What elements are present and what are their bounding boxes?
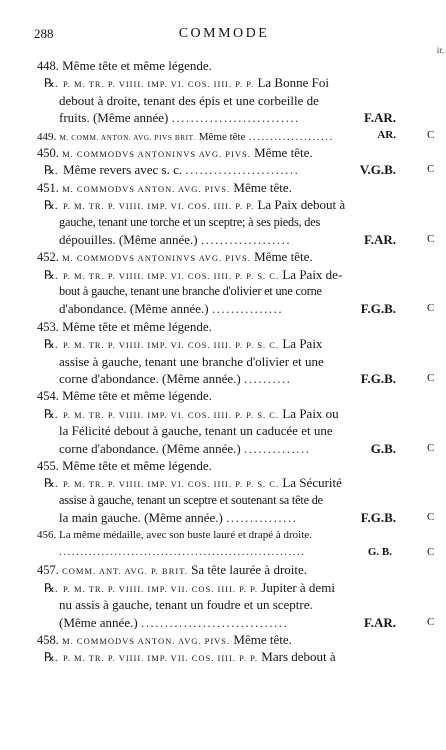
- description-line: [0, 544, 446, 561]
- entry-number: 448.: [37, 59, 59, 73]
- coin-legend: P. M. TR. P. VIIII. IMP. VI. COS. IIII. P. P. S. C.: [63, 340, 280, 351]
- entry-text: Même tête et même légende.: [62, 318, 212, 334]
- entry-number: 454.: [37, 389, 59, 404]
- rarity-mark: C: [427, 232, 435, 245]
- running-title: COMMODE: [178, 26, 270, 41]
- metal-size: AR.: [377, 128, 396, 141]
- entry-heading: [0, 57, 446, 74]
- rarity-mark: C: [427, 615, 435, 628]
- reverse-symbol: ℞.: [44, 650, 58, 665]
- description-line: [0, 492, 446, 509]
- reverse-line: [0, 335, 446, 352]
- entry-heading: [0, 561, 446, 578]
- reverse-symbol: ℞.: [44, 163, 58, 178]
- reverse-line: [0, 648, 446, 665]
- reverse-symbol: ℞.: [44, 337, 58, 352]
- coin-legend: M. COMMODVS ANTON. AVG. PIVS.: [62, 183, 231, 194]
- description-line: [0, 440, 446, 457]
- entry-heading: [0, 127, 446, 144]
- coin-legend: P. M. TR. P. VIIII. IMP. VI. COS. IIII. P. P. S. C.: [63, 270, 280, 281]
- catalogue-entry-458: [0, 631, 446, 666]
- leader-dots: ........................: [185, 162, 300, 178]
- entry-heading: [0, 527, 446, 544]
- entry-number: 450.: [37, 145, 59, 160]
- reverse-symbol: ℞.: [44, 267, 58, 282]
- description-line: [0, 353, 446, 370]
- metal-size: F.AR.: [363, 110, 396, 126]
- description-line: [0, 509, 446, 526]
- entry-number: 457.: [37, 563, 59, 578]
- reverse-symbol: ℞.: [44, 76, 58, 91]
- entry-text: Même tête.: [254, 144, 313, 160]
- entry-text: Sa tête laurée à droite.: [191, 562, 308, 578]
- leader-dots: ...............: [226, 510, 298, 526]
- entry-text: corne d'abondance. (Même année.): [59, 371, 241, 387]
- entry-text: Mars debout à: [261, 649, 336, 665]
- description-line: [0, 370, 446, 387]
- coin-legend: P. M. TR. P. VIIII. IMP. VI. COS. IIII. P. P. S. C.: [63, 409, 280, 420]
- leader-dots: ...........................: [171, 110, 300, 126]
- entry-text: La Paix: [282, 336, 323, 352]
- entry-text: corne d'abondance. (Même année.): [59, 440, 241, 456]
- catalogue-entry-452: [0, 248, 446, 318]
- metal-size: F.G.B.: [360, 371, 396, 387]
- entry-heading: [0, 179, 446, 196]
- entry-text: debout à droite, tenant des épis et une corbeille de: [59, 92, 319, 108]
- reverse-line: [0, 579, 446, 596]
- entry-text: la Félicité debout à gauche, tenant un caducée et une: [59, 423, 333, 439]
- catalogue-entry-451: [0, 179, 446, 249]
- entry-text: (Même année.): [59, 614, 138, 630]
- metal-size: F.AR.: [363, 614, 396, 630]
- entry-heading: [0, 248, 446, 265]
- coin-legend: P. M. TR. P. VIIII. IMP. VI. COS. IIII. P. P.: [63, 79, 255, 90]
- reverse-line: [0, 266, 446, 283]
- rarity-mark: C: [427, 545, 435, 558]
- leader-dots: ...................: [200, 231, 292, 247]
- metal-size: F.G.B.: [360, 301, 396, 317]
- entry-text: dépouilles. (Même année.): [59, 231, 198, 247]
- entry-text: La Bonne Foi: [257, 75, 329, 91]
- entry-text: d'abondance. (Même année.): [59, 301, 209, 317]
- page-header: [34, 26, 414, 46]
- margin-fragment: ir.: [436, 45, 444, 55]
- leader-dots: ..............: [243, 440, 311, 456]
- rarity-mark: C: [427, 128, 435, 141]
- coin-legend: P. M. TR. P. VIIII. IMP. VII. COS. IIII. P. P.: [63, 653, 259, 664]
- entry-text: Même tête et même légende.: [62, 58, 212, 73]
- page-number: 288: [34, 26, 54, 41]
- leader-dots: ...............................: [140, 614, 289, 630]
- reverse-symbol: ℞.: [44, 406, 58, 421]
- entry-text: assise à gauche, tenant un sceptre et soutenant sa tête de: [59, 492, 323, 507]
- leader-dots: ....................: [248, 130, 334, 143]
- entry-text: Même tête: [198, 130, 246, 143]
- rarity-mark: C: [427, 372, 435, 385]
- entry-number: 458.: [37, 632, 59, 647]
- reverse-line: [0, 196, 446, 213]
- entry-text: La même médaille, avec son buste lauré et drapé à droite.: [59, 528, 312, 541]
- catalogue-entry-457: [0, 561, 446, 631]
- leader-dots: ..........: [243, 371, 292, 387]
- entry-text: bout à gauche, tenant une branche d'olivier et une corne: [59, 284, 322, 299]
- coin-legend: M. COMMODVS ANTONINVS AVG. PIVS.: [62, 253, 251, 264]
- reverse-symbol: ℞.: [44, 476, 58, 491]
- catalogue-entry-449: [0, 127, 446, 144]
- coin-legend: P. M. TR. P. VIIII. IMP. VI. COS. IIII. P. P. S. C.: [63, 479, 280, 490]
- description-line: [0, 92, 446, 109]
- coin-legend: COMM. ANT. AVG. P. BRIT.: [62, 566, 188, 577]
- entry-text: Jupiter à demi: [261, 579, 335, 595]
- coin-catalogue: [0, 57, 446, 666]
- entry-number: 455.: [37, 458, 59, 473]
- description-line: [0, 109, 446, 126]
- entry-text: nu assis à gauche, tenant un foudre et un sceptre.: [59, 597, 313, 613]
- reverse-line: [0, 405, 446, 422]
- entry-number: 453.: [37, 319, 59, 334]
- entry-number: 456.: [37, 528, 57, 541]
- coin-legend: P. M. TR. P. VIIII. IMP. VII. COS. IIII. P. P.: [63, 583, 259, 594]
- reverse-symbol: ℞.: [44, 580, 58, 595]
- coin-legend: M. COMMODVS ANTONINVS AVG. PIVS.: [62, 148, 251, 159]
- rarity-mark: C: [427, 163, 435, 176]
- metal-size: V.G.B.: [359, 162, 396, 178]
- rarity-mark: C: [427, 511, 435, 524]
- catalogue-entry-448: [0, 57, 446, 127]
- catalogue-entry-450: [0, 144, 446, 179]
- entry-heading: [0, 144, 446, 161]
- entry-text: assise à gauche, tenant une branche d'olivier et une: [59, 353, 324, 369]
- catalogue-entry-453: [0, 318, 446, 388]
- entry-number: 449.: [37, 130, 57, 143]
- description-line: [0, 283, 446, 300]
- coin-legend: M. COMM. ANTON. AVG. PIVS BRIT.: [59, 133, 196, 142]
- description-line: [0, 596, 446, 613]
- coin-legend: P. M. TR. P. VIIII. IMP. VI. COS. IIII. P. P.: [63, 201, 255, 212]
- metal-size: G.B.: [370, 440, 396, 456]
- entry-text: Même tête et même légende.: [62, 457, 212, 473]
- description-line: [0, 214, 446, 231]
- reverse-line: [0, 74, 446, 91]
- entry-text: Même tête.: [254, 249, 313, 265]
- metal-size: F.AR.: [363, 231, 396, 247]
- entry-text: fruits. (Même année): [59, 110, 169, 126]
- entry-text: La Sécurité: [282, 475, 342, 491]
- entry-text: Même tête.: [233, 631, 292, 647]
- description-line: [0, 422, 446, 439]
- coin-legend: M. COMMODVS ANTON. AVG. PIVS.: [62, 635, 231, 646]
- description-line: [0, 614, 446, 631]
- metal-size: F.G.B.: [360, 510, 396, 526]
- entry-text: Même tête.: [233, 179, 292, 195]
- entry-text: La Paix ou: [282, 405, 339, 421]
- rarity-mark: C: [427, 302, 435, 315]
- entry-number: 451.: [37, 180, 59, 195]
- rarity-mark: C: [427, 441, 435, 454]
- entry-heading: [0, 387, 446, 404]
- entry-text: La Paix debout à: [257, 197, 346, 213]
- entry-heading: [0, 318, 446, 335]
- entry-text: Même revers avec s. c.: [63, 162, 183, 178]
- entry-heading: [0, 457, 446, 474]
- description-line: [0, 300, 446, 317]
- entry-text: gauche, tenant une torche et un sceptre; à ses pieds, des: [59, 214, 321, 229]
- entry-text: La Paix de-: [282, 266, 343, 282]
- catalogue-entry-456: [0, 527, 446, 562]
- entry-text: la main gauche. (Même année.): [59, 510, 223, 526]
- catalogue-entry-455: [0, 457, 446, 527]
- metal-size: G. B.: [367, 545, 392, 558]
- leader-dots: ..........................................................: [59, 545, 306, 558]
- entry-text: Même tête et même légende.: [62, 388, 212, 404]
- entry-heading: [0, 631, 446, 648]
- leader-dots: ...............: [211, 301, 284, 317]
- catalogue-entry-454: [0, 387, 446, 457]
- reverse-line: [0, 474, 446, 491]
- reverse-line: [0, 161, 446, 178]
- entry-number: 452.: [37, 250, 59, 265]
- description-line: [0, 231, 446, 248]
- reverse-symbol: ℞.: [44, 198, 58, 213]
